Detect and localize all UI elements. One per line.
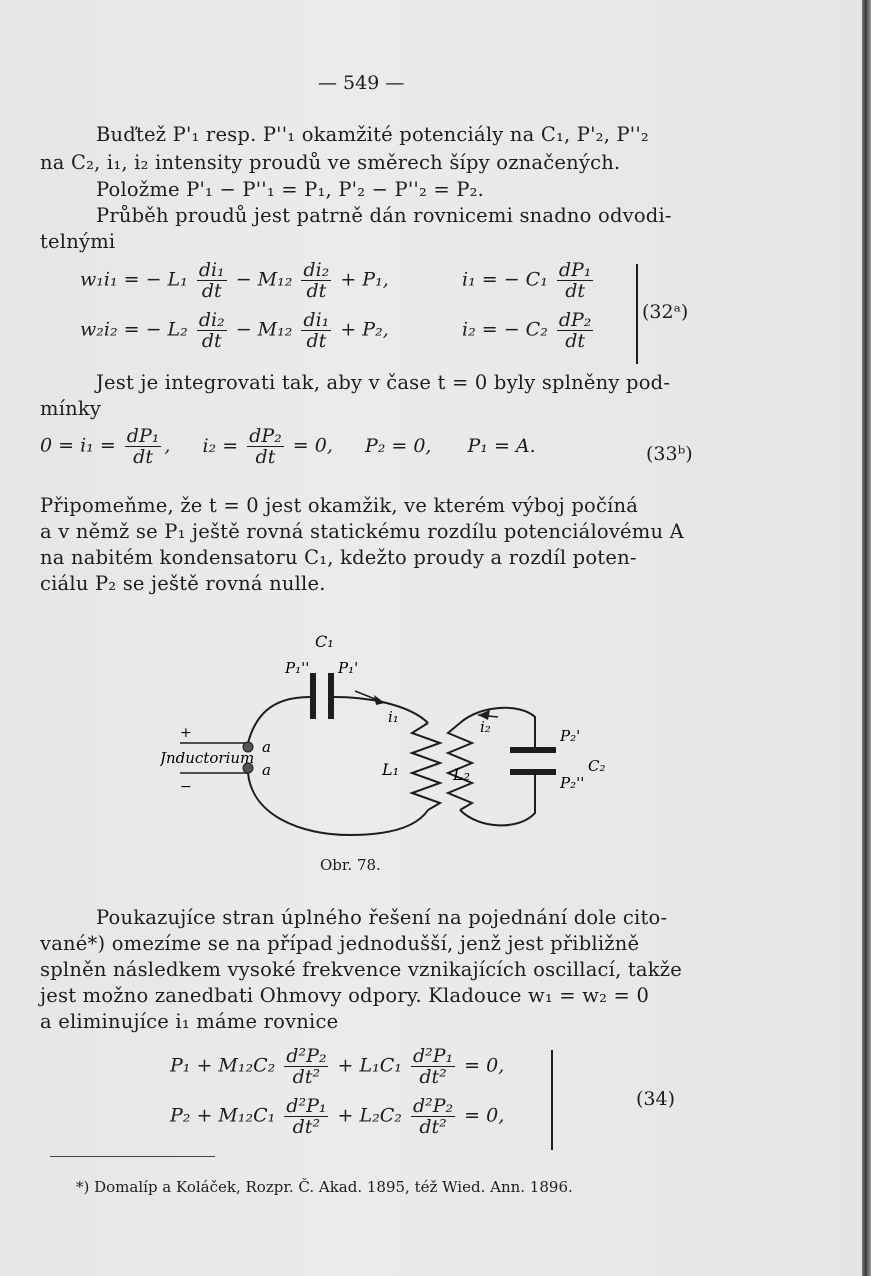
- label-a-top: a: [262, 738, 271, 756]
- equation-label-34: (34): [636, 1088, 676, 1110]
- label-a-bottom: a: [262, 761, 271, 779]
- text-line: na C₂, i₁, i₂ intensity proudů ve směrech šípy označených.: [40, 151, 621, 174]
- text-line: na nabitém kondensatoru C₁, kdežto proudy a rozdíl poten-: [40, 546, 637, 569]
- equation-32a-line2: w₂i₂ = − L₂ $\frac{\text{di₂}}{dt}$ − M₁₂ $\frac{\text{di₁}}{dt}$ + P₂,: [80, 309, 389, 352]
- equation-brace: [630, 264, 638, 364]
- page-number: — 549 —: [318, 72, 405, 94]
- circuit-diagram: [160, 625, 620, 855]
- label-l1: L₁: [382, 760, 400, 779]
- equation-label-32a: (32ᵃ): [642, 301, 689, 323]
- equation-34-line2: P₂ + M₁₂C₁ $\frac{\text{d²P₁}}{\text{dt²}}$ + L₂C₂ $\frac{\text{d²P₂}}{\text{dt²}}$ = 0,: [170, 1095, 505, 1138]
- text-line: ciálu P₂ se ještě rovná nulle.: [40, 572, 326, 595]
- text-line: Poukazujíce stran úplného řešení na pojednání dole cito-: [96, 906, 668, 929]
- equation-33b: 0 = i₁ = $\frac{\text{dP₁}}{dt}$ , i₂ = $\frac{\text{dP₂}}{dt}$ = 0, P₂ = 0, P₁ = A.: [40, 425, 536, 468]
- label-p1pp: P₁'': [285, 659, 310, 677]
- label-c2: C₂: [588, 757, 606, 775]
- coil-l1: [412, 723, 440, 810]
- label-p2pp: P₂'': [560, 774, 585, 792]
- text-line: vané*) omezíme se na případ jednodušší, jenž jest přibližně: [40, 932, 640, 955]
- label-inductorium: Jnductorium: [160, 749, 255, 767]
- wire-right-top: [460, 708, 535, 747]
- capacitor-c2-plate-bottom: [510, 769, 556, 775]
- equation-label-33b: (33ᵇ): [646, 443, 693, 465]
- label-p1p: P₁': [338, 659, 359, 677]
- label-c1: C₁: [315, 632, 334, 651]
- text-line: a v němž se P₁ ještě rovná statickému rozdílu potenciálovému A: [40, 520, 684, 543]
- label-p2p: P₂': [560, 727, 581, 745]
- text-line: splněn následkem vysoké frekvence vznikajících oscillací, takže: [40, 958, 682, 981]
- equation-34-line1: P₁ + M₁₂C₂ $\frac{\text{d²P₂}}{\text{dt²}}$ + L₁C₁ $\frac{\text{d²P₁}}{\text{dt²}}$ = 0,: [170, 1045, 505, 1088]
- text-line: jest možno zanedbati Ohmovy odpory. Kladouce w₁ = w₂ = 0: [40, 984, 650, 1007]
- footnote: *) Domalíp a Koláček, Rozpr. Č. Akad. 1895, též Wied. Ann. 1896.: [76, 1178, 573, 1196]
- wire-bottom-left: [248, 773, 428, 835]
- wire-top-left: [248, 697, 310, 743]
- capacitor-c1-plate-left: [310, 673, 316, 719]
- capacitor-c2-plate-top: [510, 747, 556, 753]
- figure-caption: Obr. 78.: [320, 856, 381, 874]
- text-line: Jest je integrovati tak, aby v čase t = 0 byly splněny pod-: [96, 371, 671, 394]
- footnote-rule: [50, 1156, 215, 1157]
- text-line: Položme P'₁ − P''₁ = P₁, P'₂ − P''₂ = P₂.: [96, 178, 485, 201]
- text-line: mínky: [40, 397, 102, 420]
- equation-32a-line1-right: i₁ = − C₁ $\frac{\text{dP₁}}{dt}$: [462, 259, 592, 302]
- equation-32a-line1: w₁i₁ = − L₁ $\frac{\text{di₁}}{dt}$ − M₁₂ $\frac{\text{di₂}}{dt}$ + P₁,: [80, 259, 389, 302]
- arrowhead-i1: [374, 695, 385, 705]
- text-line: Připomeňme, že t = 0 jest okamžik, ve kterém výboj počíná: [40, 494, 639, 517]
- equation-brace: [545, 1050, 553, 1150]
- page-edge: [862, 0, 871, 1276]
- text-line: telnými: [40, 230, 116, 253]
- label-minus: −: [180, 779, 192, 795]
- equation-32a-line2-right: i₂ = − C₂ $\frac{\text{dP₂}}{dt}$: [462, 309, 592, 352]
- text-line: Průběh proudů jest patrně dán rovnicemi snadno odvodi-: [96, 204, 672, 227]
- text-line: Buďtež P'₁ resp. P''₁ okamžité potenciály na C₁, P'₂, P''₂: [96, 123, 649, 146]
- text-line: a eliminujíce i₁ máme rovnice: [40, 1010, 339, 1033]
- label-i1: i₁: [388, 708, 399, 726]
- label-l2: L₂: [453, 765, 471, 784]
- label-i2: i₂: [480, 718, 491, 736]
- capacitor-c1-plate-right: [328, 673, 334, 719]
- label-plus: +: [180, 725, 192, 741]
